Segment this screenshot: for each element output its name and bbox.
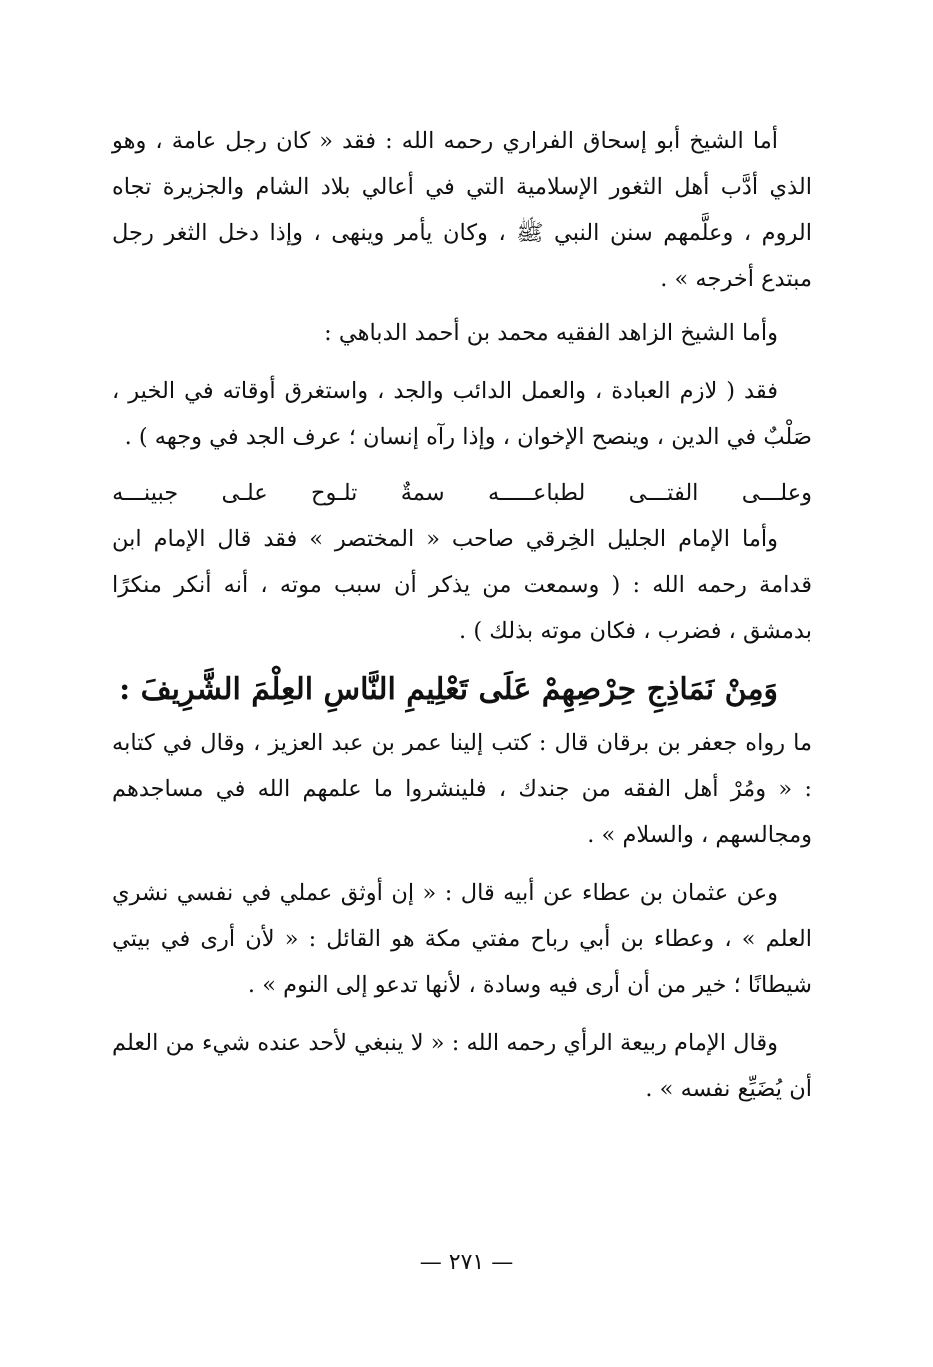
page-number: — ٢٧١ — <box>419 1250 514 1275</box>
paragraph-khiraqi: وأما الإمام الجليل الخِرقي صاحب « المختصر » فقد قال الإمام ابن قدامة رحمه الله : ( وسمعت من يذكر أن سبب موته ، أنه أنكر منكرًا بدمشق ، فضرب ، فكان موته بذلك ) . <box>112 526 812 644</box>
paragraph-fazari: أما الشيخ أبو إسحاق الفراري رحمه الله : فقد « كان رجل عامة ، وهو الذي أدَّب أهل الثغور الإسلامية التي في أعالي بلاد الشام والجزيرة تجاه الروم ، وعلَّمهم سنن النبي ﷺ ، وكان يأمر وينهى ، وإذا دخل الثغر رجل مبتدع أخرجه » . <box>112 128 812 292</box>
paragraph-uthman: وعن عثمان بن عطاء عن أبيه قال : « إن أوثق عملي في نفسي نشري العلم » ، وعطاء بن أبي رباح مفتي مكة هو القائل : « لأن أرى في بيتي شيطانًا ؛ خير من أن أرى فيه وسادة ، لأنها تدعو إلى النوم » . <box>112 880 812 998</box>
poem-verse <box>112 470 812 516</box>
poem-word: علـى <box>221 480 268 506</box>
poem-word: جبينـــه <box>112 480 179 506</box>
paragraph-dabahi: فقد ( لازم العبادة ، والعمل الدائب والجد ، واستغرق أوقاته في الخير ، صَلْبٌ في الدين ، وينصح الإخوان ، وإذا رآه إنسان ؛ عرف الجد في وجهه ) . <box>112 378 812 450</box>
poem-word: الفتـــى <box>628 480 699 506</box>
page-content <box>112 118 812 1112</box>
paragraph-rabia: وقال الإمام ربيعة الرأي رحمه الله : « لا ينبغي لأحد عنده شيء من العلم أن يُضَيِّع نفسه » . <box>112 1030 812 1102</box>
poem-word: تلـوح <box>310 480 358 506</box>
paragraph-jafar: ما رواه جعفر بن برقان قال : كتب إلينا عمر بن عبد العزيز ، وقال في كتابه : « ومُرْ أهل الفقه من جندك ، فلينشروا ما علمهم الله في مساجدهم ومجالسهم ، والسلام » . <box>112 730 812 848</box>
poem-word: سمةٌ <box>400 480 445 506</box>
poem-word: وعلـــى <box>741 480 812 506</box>
poem-word: لطباعـــــه <box>487 480 586 506</box>
paragraph-dabahi-intro: وأما الشيخ الزاهد الفقيه محمد بن أحمد الدباهي : <box>324 320 778 346</box>
section-heading: وَمِنْ نَمَاذِجِ حِرْصِهِمْ عَلَى تَعْلِيمِ النَّاسِ العِلْمَ الشَّرِيفَ : <box>119 672 778 707</box>
